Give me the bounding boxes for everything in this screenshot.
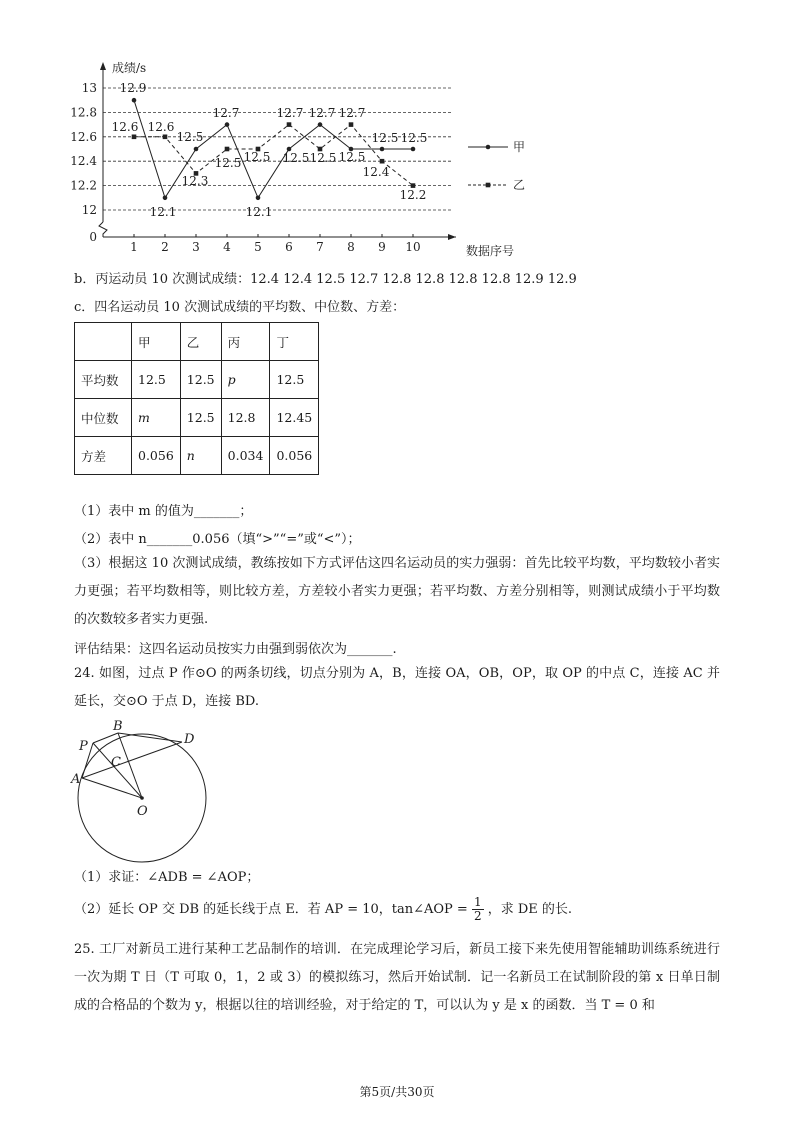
problem-25: 25. 工厂对新员工进行某种工艺品制作的培训．在完成理论学习后，新员工接下来先使用智能辅助训练系统进行一次为期 T 日（T 可取 0，1，2 或 3）的模拟练习，然后开始试制．记一名新员工在试制阶段的第 x 日单日制成的合格品的个数为 y，根据以往的培训经验，对于给定的 T，可以认为 y 是 x 的函数．当 T = 0 和 xyxy=(74,942,720,1013)
table-row xyxy=(75,361,319,399)
label-c: C xyxy=(111,755,121,770)
page-footer: 第5页/共30页 xyxy=(359,1085,435,1099)
label-p: P xyxy=(79,739,88,754)
data-label-jia: 12.7 xyxy=(212,106,240,120)
table-cell: 12.5 xyxy=(270,361,319,399)
table-row xyxy=(75,437,319,475)
table-cell: 12.5 xyxy=(180,361,221,399)
athlete-c-scores: b．丙运动员 10 次测试成绩：12.4 12.4 12.5 12.7 12.8 12.8 12.8 12.8 12.9 12.9 xyxy=(74,272,577,287)
data-label-yi: 12.6 xyxy=(111,120,139,134)
segment-pb xyxy=(93,733,118,743)
table-caption: c．四名运动员 10 次测试成绩的平均数、中位数、方差： xyxy=(74,300,406,315)
series-jia-point xyxy=(132,98,137,103)
part-2-text: （2）延长 OP 交 DB 的延长线于点 E．若 AP = 10，tan∠AOP = xyxy=(74,902,468,917)
series-yi-point xyxy=(132,135,137,140)
line-chart xyxy=(0,0,794,262)
evaluation-result: 评估结果：这四名运动员按实力由强到弱依次为_______. xyxy=(74,642,397,657)
data-label-jia: 12.7 xyxy=(308,106,336,120)
x-tick-label: 5 xyxy=(254,240,262,254)
y-tick-label: 12.2 xyxy=(70,178,97,193)
x-axis-arrow xyxy=(448,234,456,240)
legend-yi-marker xyxy=(486,183,491,188)
data-label-annotation: 12.5 xyxy=(282,151,310,165)
table-cell: 12.5 xyxy=(132,361,181,399)
legend-yi-label: 乙 xyxy=(513,178,526,192)
label-o: O xyxy=(137,804,148,819)
table-header-row xyxy=(75,323,319,361)
label-b: B xyxy=(113,719,123,734)
y-tick-label: 12 xyxy=(81,203,97,217)
legend-jia-marker xyxy=(486,145,491,150)
x-tick-label: 3 xyxy=(192,240,200,254)
series-yi-point xyxy=(225,147,230,152)
x-tick-label: 2 xyxy=(161,240,169,254)
table-cell: 0.056 xyxy=(132,437,181,475)
data-label-jia: 12.5 xyxy=(400,131,428,145)
y-tick-label: 12.4 xyxy=(70,154,97,169)
data-label-yi: 12.7 xyxy=(338,106,366,120)
table-cell: 12.8 xyxy=(221,399,270,437)
data-label-yi: 12.5 xyxy=(214,156,242,170)
table-cell: 12.5 xyxy=(180,399,221,437)
data-label-jia: 12.9 xyxy=(119,81,147,95)
table-cell: p xyxy=(221,361,270,399)
axis-break-icon xyxy=(99,222,107,237)
data-label-yi: 12.5 xyxy=(243,150,271,164)
data-label-yi: 12.5 xyxy=(309,151,337,165)
circle-tangent-figure xyxy=(60,716,230,866)
x-tick-label: 7 xyxy=(316,240,324,254)
x-tick-label: 1 xyxy=(130,240,138,254)
problem-24-part-1: （1）求证：∠ADB = ∠AOP； xyxy=(74,870,260,885)
series-jia-point xyxy=(318,122,323,127)
fraction-denominator: 2 xyxy=(473,909,482,923)
table-cell: m xyxy=(132,399,181,437)
x-tick-label: 9 xyxy=(378,240,386,254)
y-tick-label: 0 xyxy=(89,230,97,244)
table-header-ding: 丁 xyxy=(270,323,319,361)
series-jia-point xyxy=(411,147,416,152)
series-jia-line xyxy=(134,100,413,198)
data-label-jia: 12.1 xyxy=(245,205,273,219)
data-label-annotation: 12.5 xyxy=(176,130,204,144)
y-tick-label: 12.6 xyxy=(70,129,97,144)
question-2: （2）表中 n_______0.056（填“>”“=”或“<”）； xyxy=(74,532,361,547)
question-1: （1）表中 m 的值为_______； xyxy=(74,504,253,519)
data-label-annotation: 12.5 xyxy=(338,150,366,164)
question-3: （3）根据这 10 次测试成绩，教练按如下方式评估这四名运动员的实力强弱：首先比较平均数，平均数较小者实力更强；若平均数相等，则比较方差，方差较小者实力更强；若平均数、方差分别相等，则测试成绩小于平均数的次数较多者实力更强. xyxy=(74,556,720,627)
y-axis-label: 成绩/s xyxy=(112,61,147,75)
table-cell xyxy=(75,323,132,361)
x-tick-label: 4 xyxy=(223,240,231,254)
fraction xyxy=(472,896,484,923)
part-2-text-end: ，求 DE 的长. xyxy=(487,902,573,917)
table-cell: 0.056 xyxy=(270,437,319,475)
data-label-jia: 12.1 xyxy=(149,205,177,219)
x-axis-label: 数据序号 xyxy=(466,244,515,258)
series-jia-point xyxy=(256,196,261,201)
center-point xyxy=(140,796,144,800)
series-yi-point xyxy=(349,122,354,127)
table-cell: 中位数 xyxy=(75,399,132,437)
label-d: D xyxy=(184,732,195,747)
table-header-jia: 甲 xyxy=(132,323,181,361)
table-row xyxy=(75,399,319,437)
data-label-yi: 12.7 xyxy=(276,106,304,120)
series-jia-point xyxy=(163,196,168,201)
table-cell: 0.034 xyxy=(221,437,270,475)
label-a: A xyxy=(71,772,81,787)
data-label-jia: 12.5 xyxy=(371,131,399,145)
series-yi-point xyxy=(163,135,168,140)
series-jia-point xyxy=(380,147,385,152)
problem-24-part-2 xyxy=(74,896,572,923)
series-jia-point xyxy=(225,122,230,127)
problem-24: 24. 如图，过点 P 作⊙O 的两条切线，切点分别为 A，B，连接 OA，OB，OP，取 OP 的中点 C，连接 AC 并延长，交⊙O 于点 D，连接 BD. xyxy=(74,666,720,709)
table-cell: 平均数 xyxy=(75,361,132,399)
table-header-bing: 丙 xyxy=(221,323,270,361)
series-yi-point xyxy=(380,159,385,164)
y-axis-arrow xyxy=(100,62,106,70)
table-cell: 方差 xyxy=(75,437,132,475)
x-tick-label: 8 xyxy=(347,240,355,254)
data-label-yi: 12.6 xyxy=(147,120,175,134)
fraction-numerator: 1 xyxy=(473,895,482,909)
y-tick-label: 13 xyxy=(81,81,97,95)
y-tick-label: 12.8 xyxy=(70,105,97,120)
data-label-yi: 12.2 xyxy=(399,188,427,202)
x-tick-label: 10 xyxy=(405,240,421,254)
data-label-yi: 12.3 xyxy=(181,174,209,188)
table-header-yi: 乙 xyxy=(180,323,221,361)
x-tick-label: 6 xyxy=(285,240,293,254)
legend-jia-label: 甲 xyxy=(513,140,526,154)
series-jia-point xyxy=(194,147,199,152)
series-yi-point xyxy=(287,122,292,127)
data-label-yi: 12.4 xyxy=(362,165,390,179)
table-cell: n xyxy=(180,437,221,475)
statistics-table xyxy=(74,322,319,475)
segment-ob xyxy=(118,733,142,798)
table-cell: 12.45 xyxy=(270,399,319,437)
